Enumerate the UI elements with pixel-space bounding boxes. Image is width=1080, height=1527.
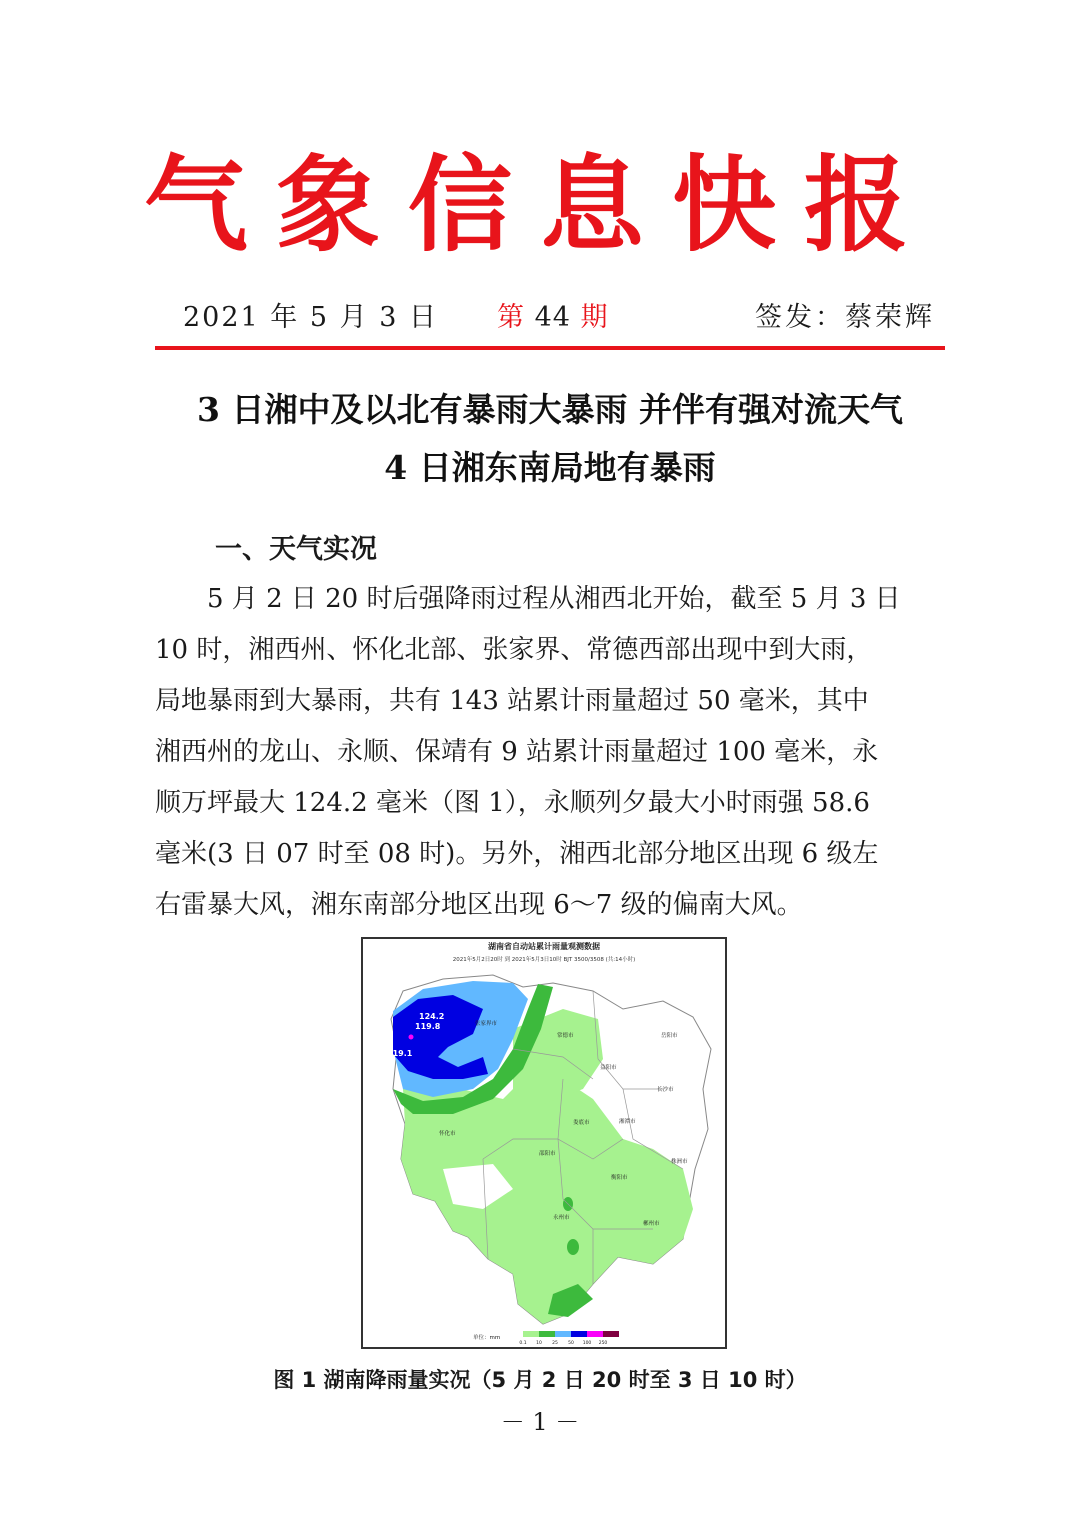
city-label: 郴州市	[643, 1221, 660, 1227]
legend-tick-label: 0.1	[519, 1341, 527, 1346]
city-label: 常德市	[557, 1033, 574, 1039]
city-label: 益阳市	[600, 1065, 617, 1071]
legend-swatch	[539, 1331, 555, 1337]
station-value: 119.1	[387, 1049, 413, 1058]
legend-swatch	[603, 1331, 619, 1337]
red-divider	[155, 346, 945, 350]
paragraph-line: 湘西州的龙山、永顺、保靖有 9 站累计雨量超过 100 毫米，永	[155, 737, 879, 767]
headline-line-2: 4 日湘东南局地有暴雨	[384, 448, 716, 487]
rain-peak	[409, 1035, 414, 1040]
issue-line	[155, 296, 945, 340]
masthead-title: 气象信息快报	[143, 144, 936, 266]
city-label: 株洲市	[671, 1159, 688, 1165]
rain-spot	[567, 1239, 579, 1255]
city-label: 长沙市	[657, 1087, 674, 1093]
city-label: 邵阳市	[539, 1151, 556, 1157]
map-subtitle: 2021年5月2日20时 到 2021年5月3日10时 BJT 3500/3508 (共:14小时)	[452, 957, 636, 963]
city-label: 湘潭市	[619, 1119, 636, 1125]
city-label: 娄底市	[573, 1120, 590, 1126]
station-value: 124.2	[419, 1012, 445, 1021]
city-label: 永州市	[553, 1215, 570, 1221]
issue-number-value: 44	[525, 302, 581, 333]
legend-swatch	[571, 1331, 587, 1337]
paragraph-line: 5 月 2 日 20 时后强降雨过程从湘西北开始，截至 5 月 3 日	[155, 584, 901, 614]
paragraph-line: 局地暴雨到大暴雨，共有 143 站累计雨量超过 50 毫米，其中	[155, 686, 869, 716]
issue-date: 2021 年 5 月 3 日	[183, 302, 438, 333]
figure-caption: 图 1 湖南降雨量实况（5 月 2 日 20 时至 3 日 10 时）	[273, 1368, 807, 1392]
paragraph-line: 顺万坪最大 124.2 毫米（图 1），永顺列夕最大小时雨强 58.6	[155, 788, 870, 818]
city-label: 衡阳市	[611, 1175, 628, 1181]
rainfall-map	[363, 939, 725, 1347]
legend-tick-label: 25	[552, 1341, 558, 1346]
legend-swatch	[555, 1331, 571, 1337]
city-label: 岳阳市	[661, 1033, 678, 1039]
paragraph-line: 右雷暴大风，湘东南部分地区出现 6～7 级的偏南大风。	[155, 890, 803, 920]
legend-tick-label: 50	[568, 1341, 574, 1346]
legend-tick-label: 250	[598, 1341, 608, 1346]
paragraph-line: 10 时，湘西州、怀化北部、张家界、常德西部出现中到大雨，	[155, 635, 873, 665]
rainfall-map-figure	[361, 937, 727, 1349]
legend-tick-label: 10	[536, 1341, 542, 1346]
legend-swatch	[523, 1331, 539, 1337]
headline-line-1: 3 日湘中及以北有暴雨大暴雨 并伴有强对流天气	[197, 390, 903, 429]
city-label: 怀化市	[439, 1131, 456, 1137]
legend-swatch	[587, 1331, 603, 1337]
issue-signer: 签发：蔡荣辉	[755, 302, 935, 333]
issue-number-suffix: 期	[580, 302, 609, 333]
issue-number-prefix: 第	[497, 302, 525, 333]
section-heading: 一、天气实况	[215, 534, 377, 565]
map-title: 湖南省自动站累计雨量观测数据	[488, 942, 600, 951]
legend-unit: 单位：mm	[473, 1335, 501, 1341]
legend	[519, 1331, 619, 1346]
legend-tick-label: 100	[582, 1341, 592, 1346]
issue-number	[497, 296, 609, 340]
page-number: － 1 －	[500, 1408, 580, 1436]
body-paragraph	[155, 574, 940, 931]
city-label: 张家界市	[475, 1021, 498, 1027]
station-value: 119.8	[415, 1022, 441, 1031]
paragraph-line: 毫米(3 日 07 时至 08 时)。另外，湘西北部分地区出现 6 级左	[155, 839, 879, 869]
